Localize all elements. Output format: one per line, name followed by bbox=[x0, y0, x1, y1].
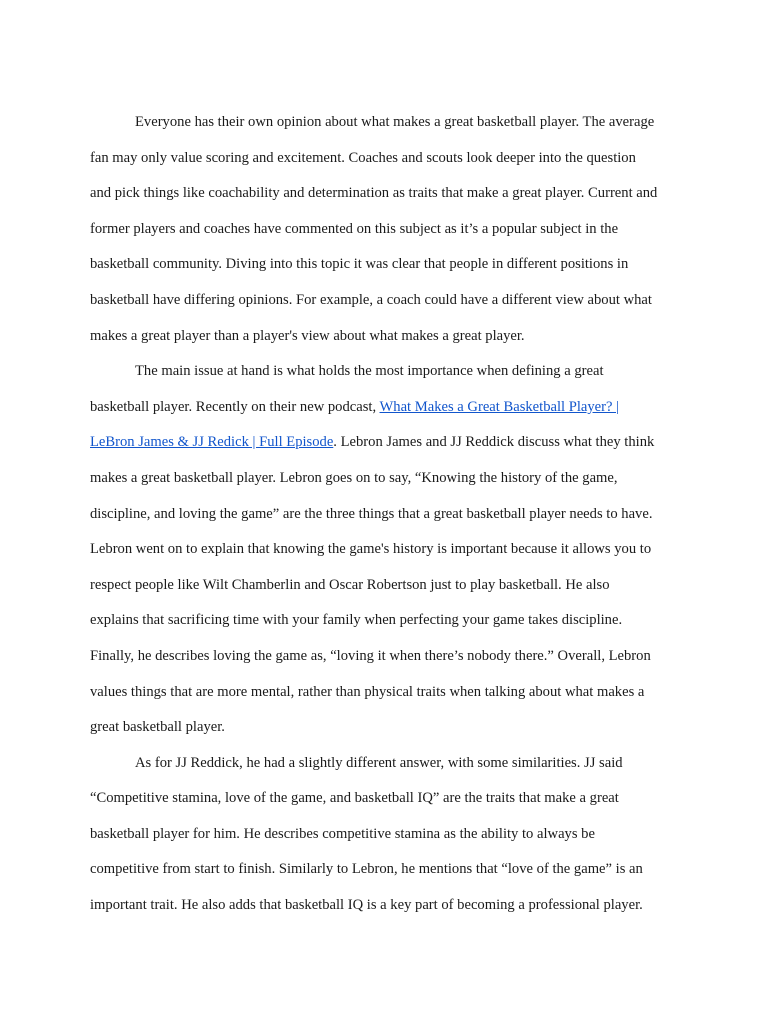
paragraph-line: basketball player for him. He describes competitive stamina as the ability to always be bbox=[90, 825, 595, 842]
paragraph-line: “Competitive stamina, love of the game, and basketball IQ” are the traits that make a great bbox=[90, 790, 619, 807]
paragraph-line: respect people like Wilt Chamberlin and Oscar Robertson just to play basketball. He also bbox=[90, 576, 610, 593]
paragraph-line: Finally, he describes loving the game as, “loving it when there’s nobody there.” Overall, Lebron bbox=[90, 647, 651, 664]
paragraph-line: explains that sacrificing time with your family when perfecting your game takes discipline. bbox=[90, 612, 623, 629]
paragraph-line: basketball community. Diving into this topic it was clear that people in different positions in bbox=[90, 256, 629, 273]
podcast-link[interactable]: What Makes a Great Basketball Player? | bbox=[379, 398, 620, 415]
paragraph-line: Lebron went on to explain that knowing the game's history is important because it allows you to bbox=[90, 541, 652, 558]
paragraph-1 bbox=[90, 105, 680, 354]
paragraph-line: The main issue at hand is what holds the most importance when defining a great bbox=[135, 363, 604, 380]
paragraph-line: Everyone has their own opinion about what makes a great basketball player. The average bbox=[135, 114, 655, 130]
paragraph-line: and pick things like coachability and determination as traits that make a great player. Current and bbox=[90, 185, 658, 202]
paragraph-line: makes a great player than a player's view about what makes a great player. bbox=[90, 327, 525, 344]
paragraph-line bbox=[90, 425, 680, 461]
paragraph-line: As for JJ Reddick, he had a slightly different answer, with some similarities. JJ said bbox=[135, 754, 623, 771]
paragraph-line: makes a great basketball player. Lebron goes on to say, “Knowing the history of the game, bbox=[90, 469, 618, 486]
paragraph-line: values things that are more mental, rather than physical traits when talking about what makes a bbox=[90, 683, 645, 700]
paragraph-text: . Lebron James and JJ Reddick discuss what they think bbox=[333, 434, 655, 451]
paragraph-line: former players and coaches have commented on this subject as it’s a popular subject in the bbox=[90, 220, 619, 237]
document-body bbox=[90, 105, 680, 924]
paragraph-text: basketball player. Recently on their new podcast, bbox=[90, 398, 380, 415]
paragraph-line: important trait. He also adds that basketball IQ is a key part of becoming a professional player. bbox=[90, 897, 643, 914]
paragraph-line: basketball have differing opinions. For example, a coach could have a different view about what bbox=[90, 291, 652, 308]
paragraph-2 bbox=[90, 354, 680, 746]
paragraph-3 bbox=[90, 746, 680, 924]
paragraph-line: fan may only value scoring and excitement. Coaches and scouts look deeper into the question bbox=[90, 149, 636, 166]
podcast-link-continued[interactable]: LeBron James & JJ Redick | Full Episode bbox=[90, 434, 334, 451]
paragraph-line: great basketball player. bbox=[90, 719, 225, 736]
paragraph-line bbox=[90, 390, 680, 426]
paragraph-line: discipline, and loving the game” are the three things that a great basketball player needs to have. bbox=[90, 505, 653, 522]
paragraph-line: competitive from start to finish. Similarly to Lebron, he mentions that “love of the game” is an bbox=[90, 861, 643, 878]
